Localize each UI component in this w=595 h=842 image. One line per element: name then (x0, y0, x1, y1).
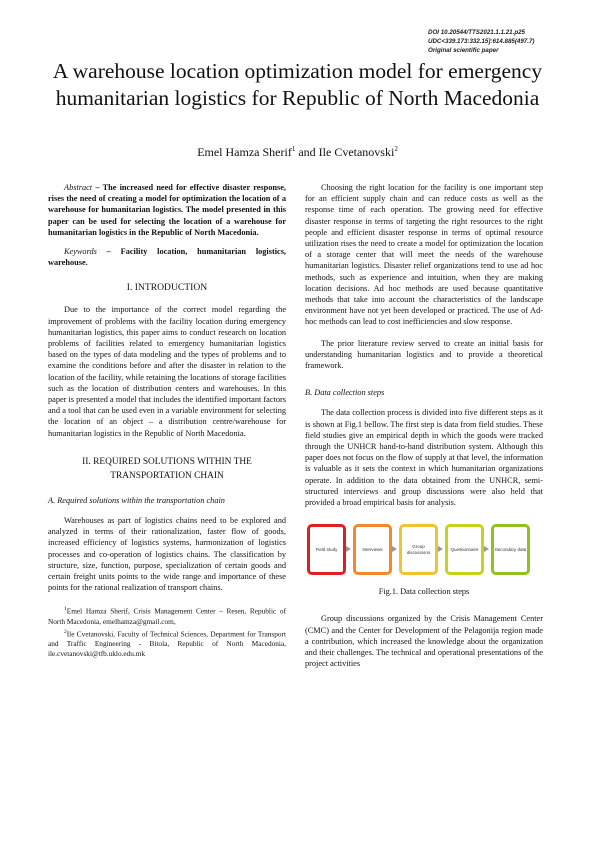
right-column (305, 182, 543, 670)
article-metadata (428, 28, 534, 56)
keywords: Keywords – Facility location, humanitarian logistics, warehouse. (48, 247, 287, 268)
subsection-heading-a: A. Required solutions within the transportation chain (48, 495, 225, 505)
arrow-icon (438, 546, 443, 552)
section-heading-line-2: TRANSPORTATION CHAIN (110, 470, 224, 481)
abstract-text: The increased need for effective disaster response, rises the need of creating a model for optimization the location of a warehouse for humanitarian logistics. The model presented in this paper can be used for selecting the location of a warehouse for humanitarian logistics in the Republic of North Macedonia. (48, 183, 286, 237)
figure-caption: Fig.1. Data collection steps (378, 587, 470, 597)
author-1-footnote-mark: 1 (291, 145, 296, 153)
doi: DOI 10.20544/TTS2021.1.1.21.p25 (428, 29, 525, 36)
section-heading-line-1: II. REQUIRED SOLUTIONS WITHIN THE (82, 456, 252, 467)
step-box-1: Field study (307, 524, 346, 575)
right-paragraph-1: Choosing the right location for the facility is one important step for an efficient supply chain and can reduce costs as well as the response time of each operation. The growing need for effective disaster response in terms of targeting the right resources to the right people and efficient disaster response in terms of optimal resource utilization rises the need to create a model for optimization the location of a storage center that will meet the needs of the warehouse humanitarian logistics. Disaster relief organizations tend to use ad hoc methods, such as experience and intuition, when they are making location decisions. Ad hoc methods are used because quantitative methods that take into account the characteristics of the landscape environment have not yet been developed or practiced. The use of Ad-hoc methods can lead to cost inefficiencies and slow response. (305, 183, 543, 327)
author-2-footnote-mark: 2 (394, 145, 398, 153)
arrow-icon (484, 546, 489, 552)
footnotes (48, 604, 286, 659)
footnote-2: $^2$Ile Cvetanovski, Faculty of Technical Sciences, Department for Transport and Traffic Engineering - Bitola, Republic of North Macedonia, ile.cvetanovski@tfb.uklo.edu.mk (48, 628, 286, 659)
intro-paragraph: Due to the importance of the correct model regarding the improvement of problems with the facility location during emergency humanitarian logistics, this paper aims to conduct research on location problems of facilities related to emergency humanitarian logistics based on the types of data modeling and the types of problems and to examine the conditions before and after the disaster in relation to the location of the facility, while retaining the locations of storage facilities such as the location of distribution centers and warehouses. In this paper is presented a model that includes the identified important factors and a tool that can be used even in a variable environment for selecting the location of an object – a distribution centre/warehouse for humanitarian logistics in the Republic of North Macedonia. (48, 305, 286, 438)
abstract-label: Abstract (64, 183, 93, 192)
step-box-3: Group discussions (399, 524, 438, 575)
abstract (48, 182, 286, 238)
paper-title: A warehouse location optimization model for emergency humanitarian logistics for Republic of North Macedonia (52, 59, 543, 110)
keywords-label: Keywords (64, 247, 97, 257)
left-column (48, 182, 286, 659)
subsection-heading-b: B. Data collection steps (305, 388, 385, 398)
subsection-a-paragraph: Warehouses as part of logistics chains need to be explored and analyzed in terms of their rationalization, faster flow of goods, increased efficiency of logistics systems, harmonization of logistics processes and co-operation of logistics chains. The classification by structure, size, function, purpose, specialization of certain goods and certain freight units points to the wide range and importance of these points for the rational realization of transport chains. (48, 516, 286, 593)
arrow-icon (346, 546, 351, 552)
udc: UDC<339.173:332.15]:614.885(497.7) (428, 38, 535, 46)
keywords-text: Facility location, humanitarian logistics, warehouse. (48, 247, 287, 268)
subsection-b-paragraph-2: Group discussions organized by the Crisis Management Center (CMC) and the Center for Development of the Pelagonija region made a contribution, which increased the knowledge about the organization and their challenges. The technical and operational presentations of the project activities (305, 614, 543, 669)
paper-type: Original scientific paper (428, 47, 499, 55)
author-2: Ile Cvetanovski (318, 145, 395, 159)
abstract-dash: – (92, 183, 103, 192)
subsection-b-paragraph-1: The data collection process is divided into five different steps as it is shown at Fig.1 bellow. The first step is data from field studies. These field studies give an empirical depth in which the goods were tracked through the UNHCR hand-to-hand distribution system. Although this paper does not focus on the flow of supply at that level, the information is valuable as it sets the context in which humanitarian organizations operate. In addition to the data obtained from the UNHCR, semi-structured interviews and group discussions were also held that provided a broad empirical basis for analysis. (305, 408, 543, 508)
figure-data-collection-steps (305, 516, 543, 576)
footnote-1: $^1$Emel Hamza Sherif, Crisis Management Center – Resen, Republic of North Macedonia, emelhamza@gmail.com, (48, 606, 286, 626)
author-conjunction: and (295, 145, 319, 159)
step-box-5: Secondary data (491, 524, 530, 575)
step-box-2: Interviews (353, 524, 392, 575)
section-heading-introduction: I. INTRODUCTION (126, 282, 208, 294)
arrow-icon (392, 546, 397, 552)
step-box-4: Questionnaire (445, 524, 484, 575)
section-heading-required-solutions (48, 455, 286, 483)
right-paragraph-2: The prior literature review served to create an initial basis for understanding humanitarian logistics and to provide a theoretical framework. (305, 338, 543, 371)
author-1: Emel Hamza Sherif (197, 145, 292, 159)
authors (0, 145, 595, 160)
